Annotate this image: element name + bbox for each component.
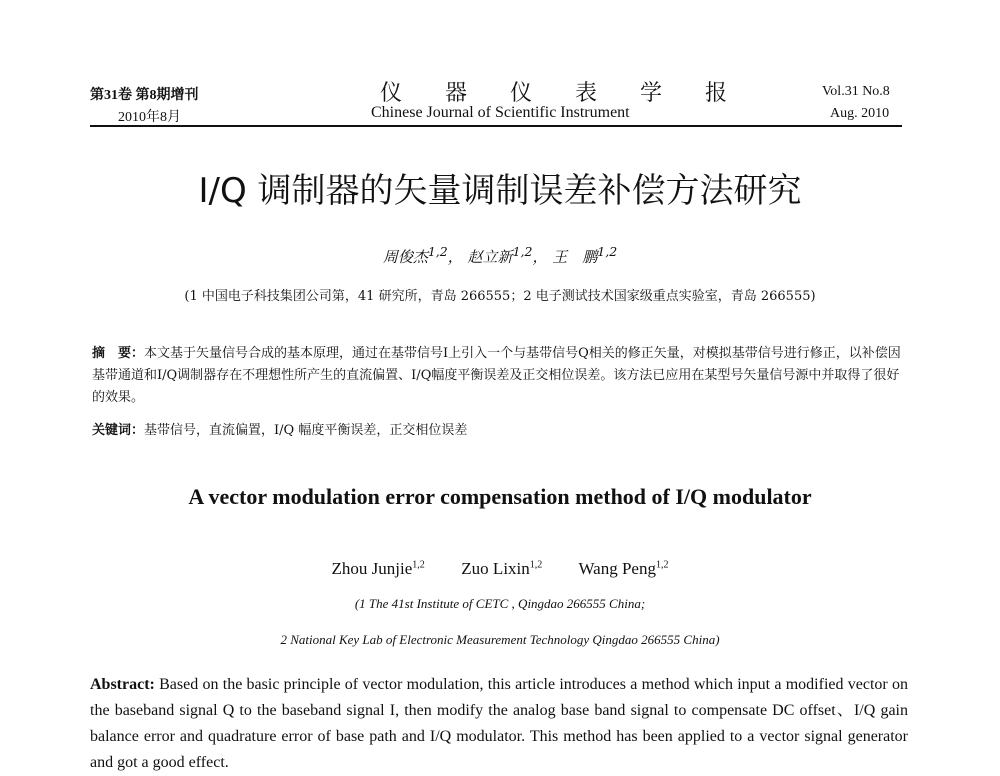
abstract-cn-label: 摘 要： — [92, 346, 145, 361]
paper-title-en: A vector modulation error compensation method of I/Q modulator — [188, 484, 812, 509]
volume-issue-cn: 第31卷 第8期增刊 — [90, 88, 199, 103]
author-affil-sup: 1,2 — [655, 559, 669, 571]
author-separator: ， — [532, 248, 548, 266]
author-affil-sup: 1,2 — [529, 559, 543, 571]
journal-title-cn: 仪 器 仪 表 学 报 — [380, 81, 745, 106]
abstract-en-text: Based on the basic principle of vector modulation, this article introduces a method which input a modified vector on the baseband signal Q to the baseband signal I, then modify the analog base band signal to compensate DC offset、I/Q gain balance error and quadrature error of base path and I/Q modulator. This method has been applied to a vector signal generator and got a good effect. — [90, 676, 909, 771]
author-cn: 周俊杰 — [382, 248, 428, 266]
authors-en — [0, 559, 1000, 579]
author-cn: 王 鹏 — [552, 248, 598, 266]
abstract-en-label: Abstract: — [90, 676, 155, 693]
affiliation-en-1: (1 The 41st Institute of CETC , Qingdao 266555 China; — [354, 596, 646, 611]
keywords-cn-text: 基带信号，直流偏置，I/Q 幅度平衡误差，正交相位误差 — [144, 423, 468, 438]
author-affil-sup: 1,2 — [412, 559, 425, 571]
author-affil-sup: 1,2 — [427, 244, 448, 259]
author-separator: ， — [447, 248, 463, 266]
journal-title-en: Chinese Journal of Scientific Instrument — [371, 104, 630, 121]
abstract-en — [90, 672, 908, 776]
author-cn: 赵立新 — [467, 248, 513, 266]
date-cn: 2010年8月 — [118, 110, 181, 125]
affiliation-cn: (1 中国电子科技集团公司第，41 研究所，青岛 266555；2 电子测试技术国家级重点实验室，青岛 266555) — [184, 289, 816, 304]
author-affil-sup: 1,2 — [512, 244, 533, 259]
affiliation-en-2: 2 National Key Lab of Electronic Measurement Technology Qingdao 266555 China) — [280, 632, 720, 647]
author-en: Zhou Junjie — [331, 559, 413, 578]
abstract-cn — [92, 343, 912, 409]
paper-title-cn: I/Q 调制器的矢量调制误差补偿方法研究 — [198, 171, 802, 211]
author-en: Zuo Lixin — [461, 559, 530, 578]
header-rule — [90, 125, 902, 127]
volume-issue-en: Vol.31 No.8 — [822, 84, 890, 99]
date-en: Aug. 2010 — [830, 106, 890, 121]
keywords-cn — [92, 419, 912, 438]
abstract-cn-text: 本文基于矢量信号合成的基本原理，通过在基带信号I上引入一个与基带信号Q相关的修正矢量，对模拟基带信号进行修正，以补偿因基带通道和I/Q调制器存在不理想性所产生的直流偏置、I/Q幅度平衡误差及正交相位误差。该方法已应用在某型号矢量信号源中并取得了很好的效果。 — [92, 346, 901, 405]
authors-cn — [0, 244, 1000, 267]
author-en: Wang Peng — [578, 559, 656, 578]
author-affil-sup: 1,2 — [597, 244, 618, 259]
keywords-cn-label: 关键词： — [92, 423, 145, 438]
